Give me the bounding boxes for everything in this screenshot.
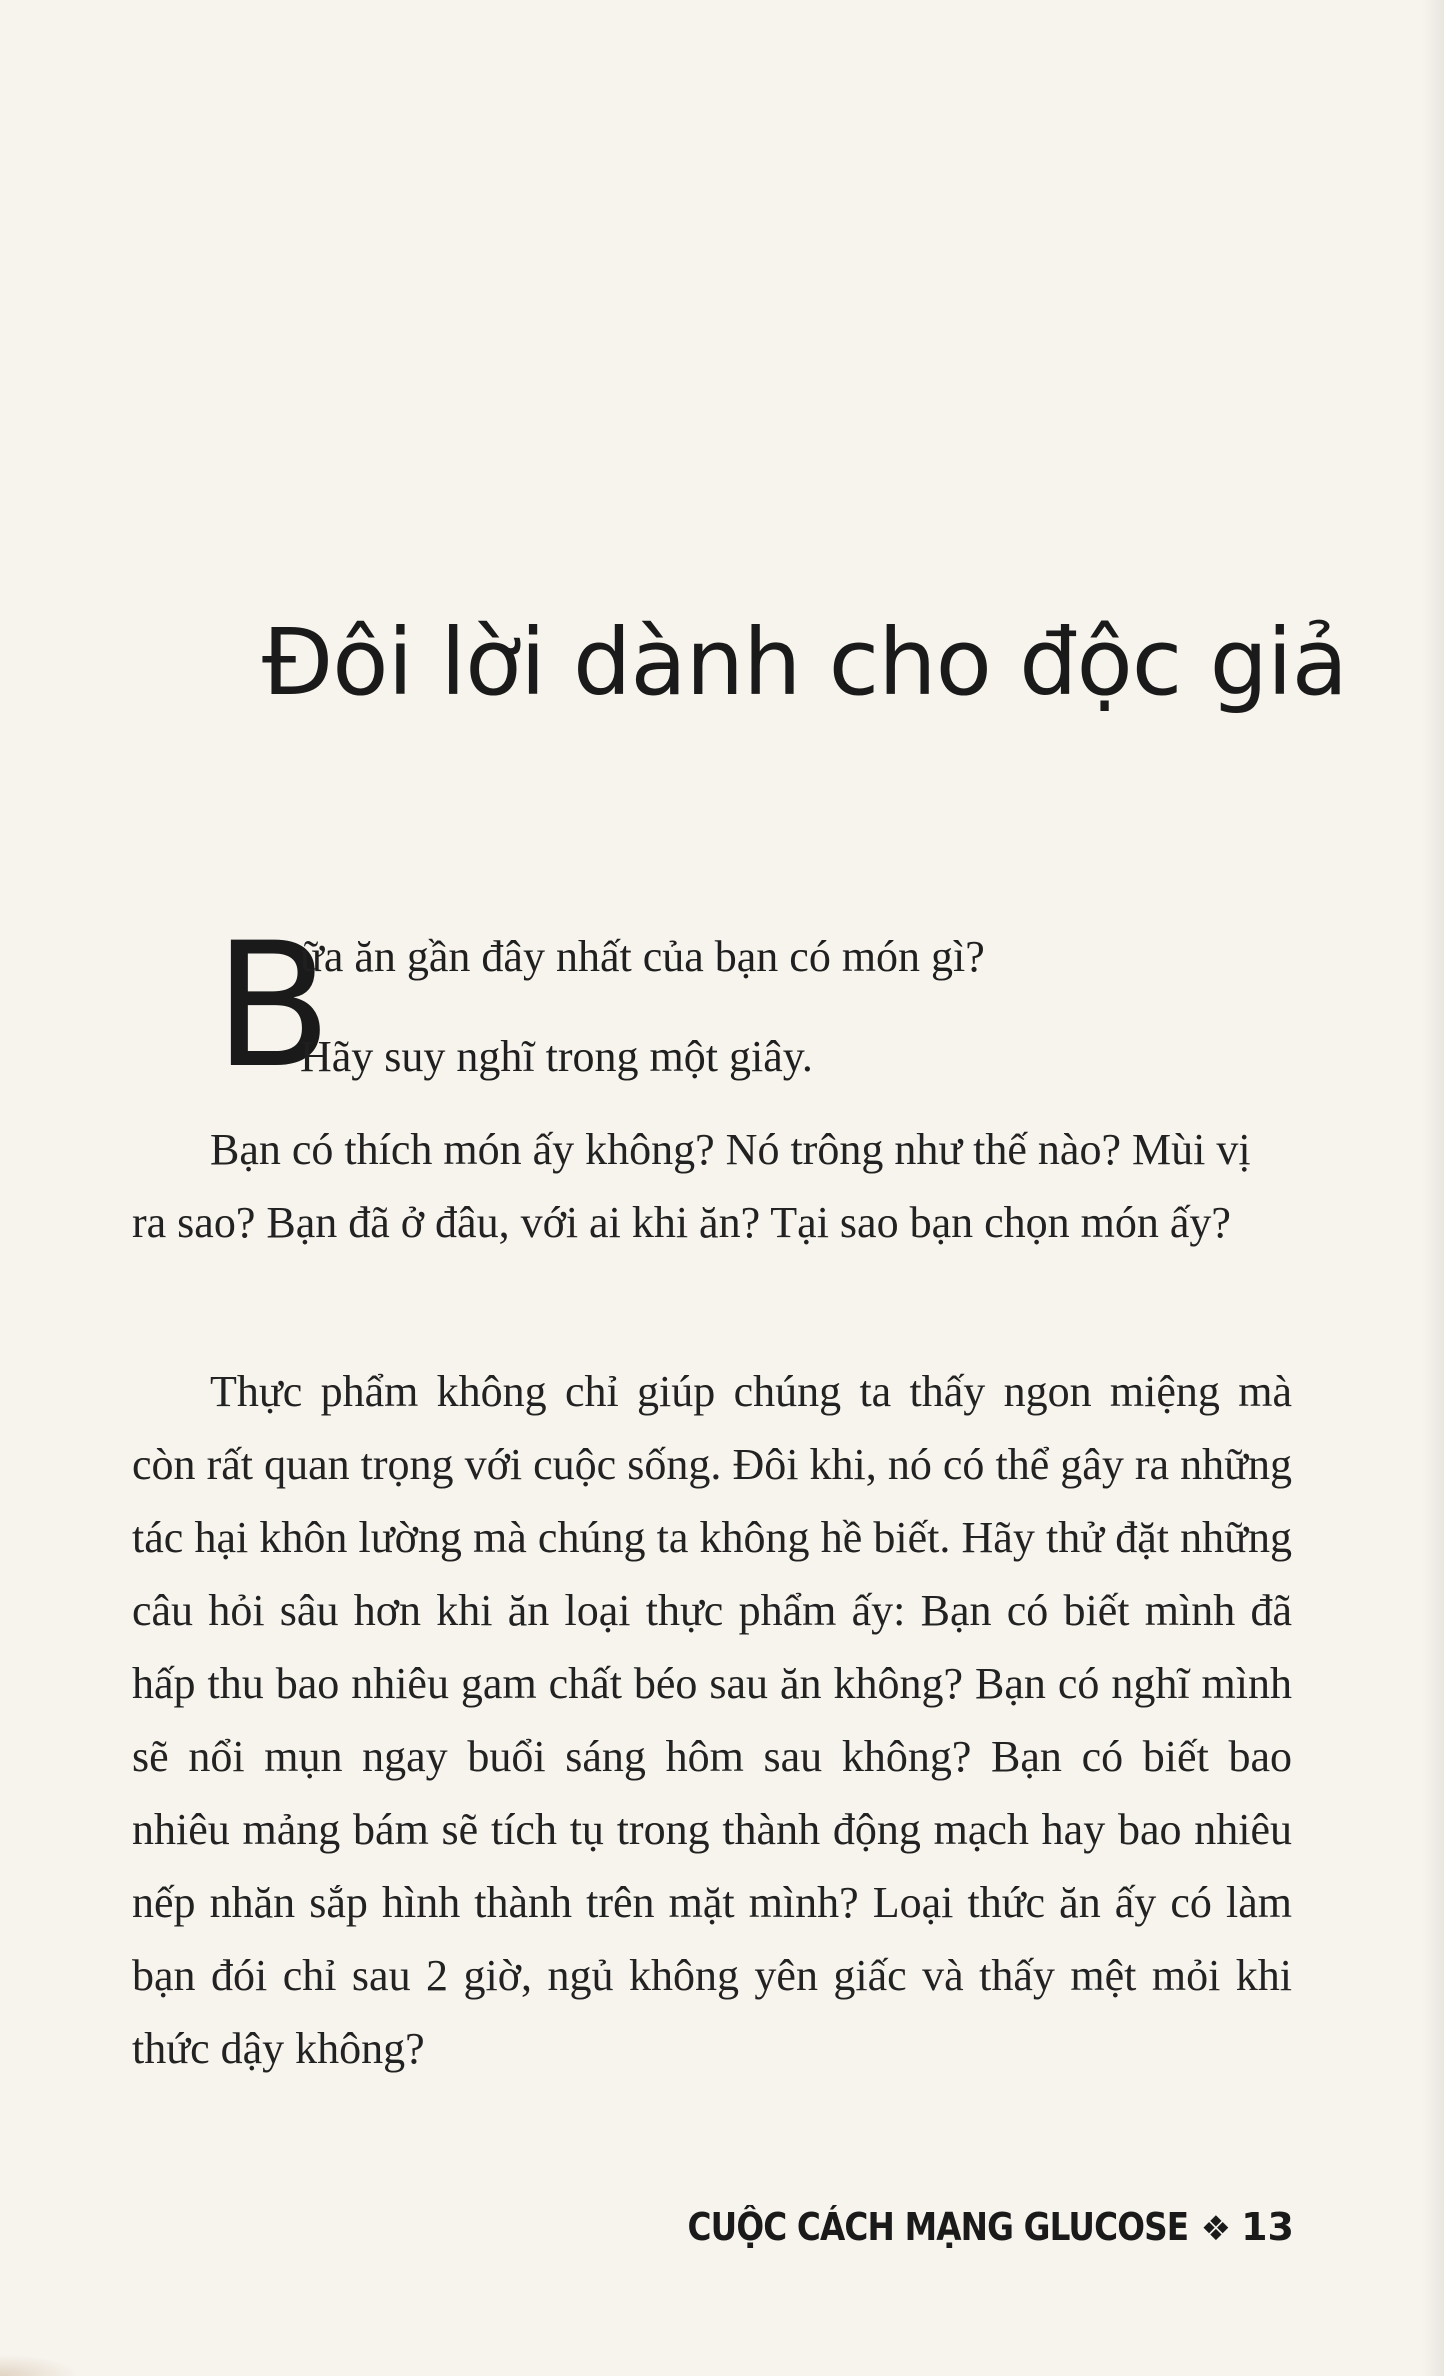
page-number: 13: [1241, 2205, 1294, 2249]
paragraph-2: Thực phẩm không chỉ giúp chúng ta thấy ngon miệng mà còn rất quan trọng với cuộc sống. Đôi khi, nó có thể gây ra những tác hại khôn lường mà chúng ta không hề biết. Hãy thử đặt những câu hỏi sâu hơn khi ăn loại thực phẩm ấy: Bạn có biết mình đã hấp thu bao nhiêu gam chất béo sau ăn không? Bạn có nghĩ mình sẽ nổi mụn ngay buổi sáng hôm sau không? Bạn có biết bao nhiêu mảng bám sẽ tích tụ trong thành động mạch hay bao nhiêu nếp nhăn sắp hình thành trên mặt mình? Loại thức ăn ấy có làm bạn đói chỉ sau 2 giờ, ngủ không yên giấc và thấy mệt mỏi khi thức dậy không?: [132, 1367, 1292, 2073]
running-title: CUỘC CÁCH MẠNG GLUCOSE: [687, 2205, 1189, 2249]
opening-line-1: ữa ăn gần đây nhất của bạn có món gì?: [300, 932, 985, 981]
opening-line-2: Hãy suy nghĩ trong một giây.: [300, 1032, 813, 1081]
drop-cap: B: [214, 905, 332, 1106]
page-title: Đôi lời dành cho độc giả: [262, 609, 1347, 716]
page-edge-shadow: [1422, 0, 1444, 2376]
paragraph-1: Bạn có thích món ấy không? Nó trông như thế nào? Mùi vị ra sao? Bạn đã ở đâu, với ai khi ăn? Tại sao bạn chọn món ấy?: [132, 1125, 1251, 1247]
page-corner-stain: [0, 2354, 80, 2376]
ornament-icon: ❖: [1200, 2209, 1232, 2249]
page-footer: [606, 2202, 1294, 2254]
